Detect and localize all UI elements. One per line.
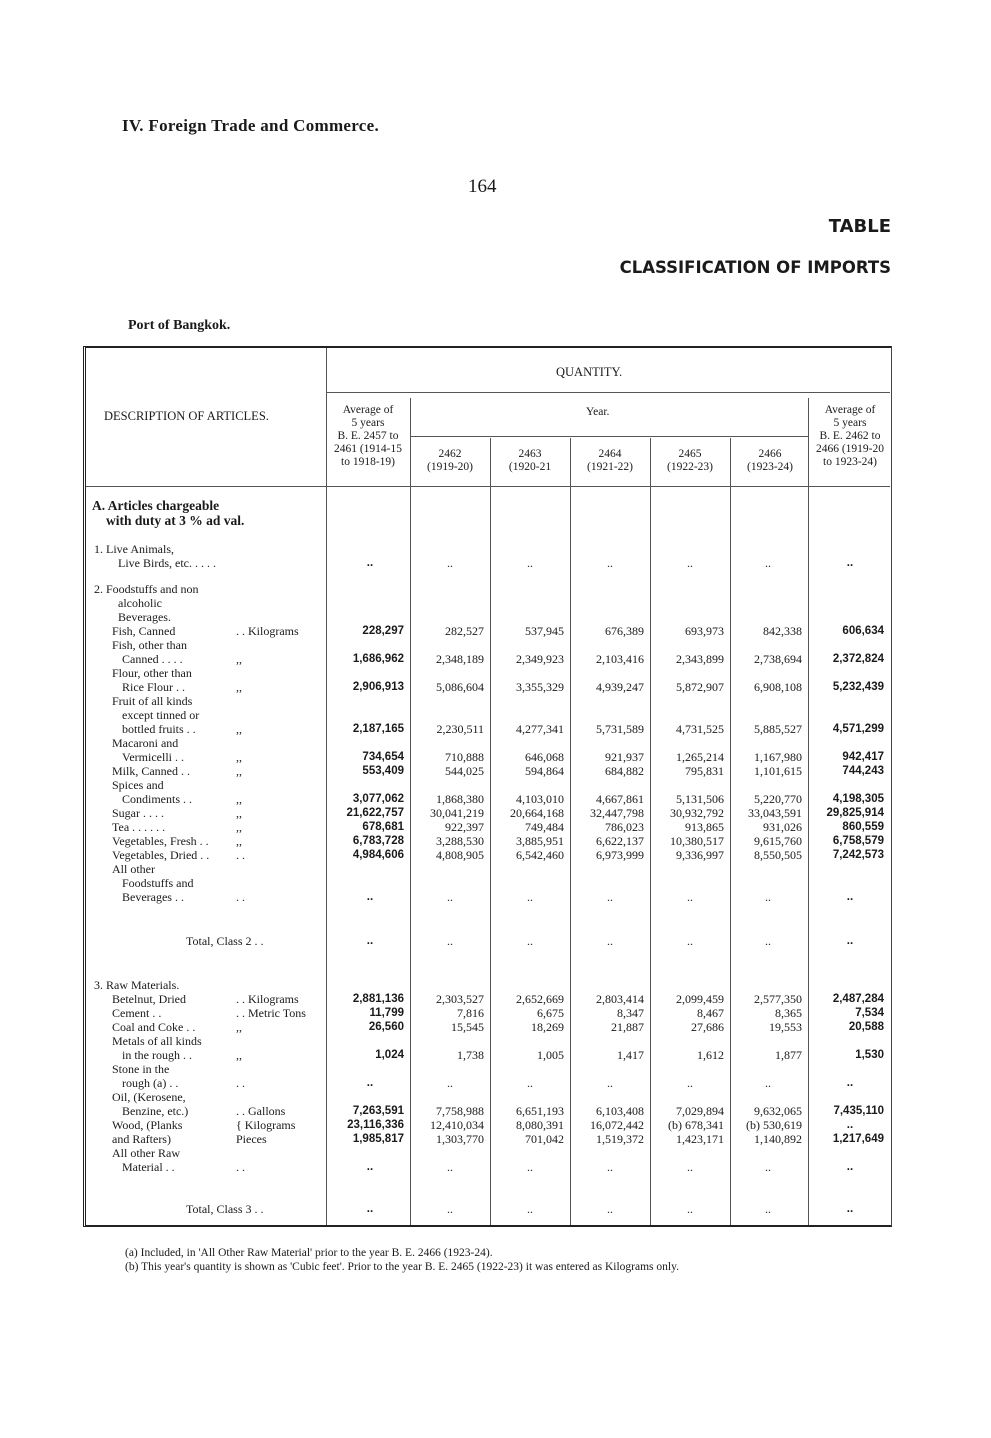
quantity-value: 2,303,527	[436, 992, 484, 1006]
quantity-value: 931,026	[763, 820, 802, 834]
quantity-value: 5,131,506	[676, 792, 724, 806]
quantity-value: 2,881,136	[352, 993, 404, 1005]
footnote-b: (b) This year's quantity is shown as 'Cubic feet'. Prior to the year B. E. 2465 (1922-23) it was entered as Kilograms only.	[125, 1261, 679, 1273]
quantity-value: ..	[607, 1202, 613, 1216]
quantity-value: 553,409	[362, 765, 404, 777]
article-description: Coal and Coke . .	[112, 1020, 196, 1034]
article-description: 3. Raw Materials.	[94, 978, 180, 992]
quantity-value: ..	[527, 556, 533, 570]
quantity-value: ..	[447, 556, 453, 570]
quantity-value: 12,410,034	[430, 1118, 484, 1132]
quantity-value: ..	[607, 1160, 613, 1174]
quantity-value: ..	[846, 891, 854, 903]
quantity-value: 20,664,168	[510, 806, 564, 820]
quantity-value: 16,072,442	[590, 1118, 644, 1132]
article-description: Benzine, etc.)	[122, 1104, 189, 1118]
quantity-value: (b) 678,341	[668, 1118, 724, 1132]
quantity-value: 29,825,914	[826, 807, 884, 819]
quantity-value: 676,389	[605, 624, 644, 638]
article-description: alcoholic	[118, 596, 162, 610]
article-description: Fish, other than	[112, 638, 187, 652]
quantity-value: 922,397	[445, 820, 484, 834]
article-description: Macaroni and	[112, 736, 179, 750]
quantity-value: ..	[846, 1119, 854, 1131]
quantity-value: ..	[366, 1161, 374, 1173]
article-description: Flour, other than	[112, 666, 192, 680]
quantity-value: 7,263,591	[352, 1105, 404, 1117]
quantity-value: 6,908,108	[754, 680, 802, 694]
quantity-value: 744,243	[842, 765, 884, 777]
quantity-value: ..	[687, 1076, 693, 1090]
footnotes	[125, 1246, 679, 1274]
quantity-value: 4,808,905	[436, 848, 484, 862]
quantity-value: 5,885,527	[754, 722, 802, 736]
article-description: Vegetables, Fresh . .	[112, 834, 209, 848]
article-description: Wood, (Planks	[112, 1118, 183, 1132]
quantity-value: 5,232,439	[832, 681, 884, 693]
article-description: Betelnut, Dried	[112, 992, 186, 1006]
quantity-value: (b) 530,619	[746, 1118, 802, 1132]
quantity-value: ..	[447, 1076, 453, 1090]
quantity-value: 21,887	[611, 1020, 644, 1034]
unit-label: . .	[236, 890, 245, 904]
quantity-value: 3,077,062	[352, 793, 404, 805]
quantity-value: ..	[765, 556, 771, 570]
quantity-value: 4,984,606	[352, 849, 404, 861]
quantity-value: 795,831	[685, 764, 724, 778]
quantity-value: 8,467	[697, 1006, 724, 1020]
unit-label: . . Gallons	[236, 1104, 286, 1118]
quantity-value: 23,116,336	[347, 1119, 404, 1131]
unit-label: { Kilograms	[236, 1118, 296, 1132]
article-description: bottled fruits . .	[122, 722, 196, 736]
quantity-value: 2,652,669	[516, 992, 564, 1006]
quantity-value: 7,534	[855, 1007, 884, 1019]
article-description: Total, Class 3 . .	[186, 1202, 264, 1216]
year-header: Year.	[586, 406, 610, 418]
quantity-value: 693,973	[685, 624, 724, 638]
unit-label: . .	[236, 1160, 245, 1174]
quantity-value: 6,783,728	[352, 835, 404, 847]
quantity-value: 9,615,760	[754, 834, 802, 848]
quantity-value: 913,865	[685, 820, 724, 834]
quantity-value: 1,985,817	[352, 1133, 404, 1145]
quantity-value: 786,023	[605, 820, 644, 834]
year-header-rule	[410, 436, 808, 437]
page-number: 164	[468, 176, 497, 197]
quantity-value: ..	[527, 1160, 533, 1174]
quantity-value: ..	[527, 1202, 533, 1216]
article-description: Total, Class 2 . .	[186, 934, 264, 948]
quantity-value: ..	[366, 1203, 374, 1215]
quantity-value: 1,005	[537, 1048, 564, 1062]
quantity-value: 734,654	[362, 751, 404, 763]
quantity-value: 30,932,792	[670, 806, 724, 820]
quantity-value: 2,349,923	[516, 652, 564, 666]
quantity-value: 6,542,460	[516, 848, 564, 862]
quantity-value: 6,651,193	[516, 1104, 564, 1118]
quantity-value: ..	[846, 557, 854, 569]
quantity-value: ..	[765, 1160, 771, 1174]
quantity-value: 30,041,219	[430, 806, 484, 820]
quantity-value: 2,487,284	[832, 993, 884, 1005]
quantity-value: 19,553	[769, 1020, 802, 1034]
quantity-value: 1,530	[855, 1049, 884, 1061]
article-description: All other	[112, 862, 155, 876]
quantity-value: ..	[765, 1076, 771, 1090]
quantity-value: 1,217,649	[832, 1133, 884, 1145]
article-description: Canned . . . .	[122, 652, 183, 666]
quantity-value: 8,080,391	[516, 1118, 564, 1132]
article-description: rough (a) . .	[122, 1076, 179, 1090]
quantity-value: 5,872,907	[676, 680, 724, 694]
quantity-value: 4,103,010	[516, 792, 564, 806]
article-description: Fruit of all kinds	[112, 694, 193, 708]
year-column-header: 2466 (1923-24)	[747, 448, 793, 473]
quantity-value: 606,634	[842, 625, 884, 637]
unit-label: . . Kilograms	[236, 992, 299, 1006]
quantity-value: 749,484	[525, 820, 564, 834]
quantity-value: 1,423,171	[676, 1132, 724, 1146]
quantity-value: 1,101,615	[754, 764, 802, 778]
chapter-title: IV. Foreign Trade and Commerce.	[122, 116, 380, 135]
table-label: TABLE	[828, 216, 891, 237]
article-description: Sugar . . . .	[112, 806, 164, 820]
quantity-value: ..	[527, 1076, 533, 1090]
quantity-value: 684,882	[605, 764, 644, 778]
quantity-value: 2,103,416	[596, 652, 644, 666]
quantity-value: 1,868,380	[436, 792, 484, 806]
unit-label: Pieces	[236, 1132, 267, 1146]
quantity-value: 7,029,894	[676, 1104, 724, 1118]
quantity-value: ..	[846, 1077, 854, 1089]
article-description: except tinned or	[122, 708, 200, 722]
article-description: Rice Flour . .	[122, 680, 185, 694]
quantity-value: 2,906,913	[352, 681, 404, 693]
quantity-value: ..	[765, 1202, 771, 1216]
quantity-value: 7,816	[457, 1006, 484, 1020]
quantity-header: QUANTITY.	[556, 365, 623, 379]
quantity-value: 26,560	[368, 1021, 404, 1033]
description-column-rule	[326, 348, 327, 1225]
quantity-value: ..	[607, 556, 613, 570]
quantity-value: ..	[846, 1203, 854, 1215]
unit-label: ,,	[236, 764, 242, 778]
quantity-value: 3,885,951	[516, 834, 564, 848]
footnote-a: (a) Included, in 'All Other Raw Material' prior to the year B. E. 2466 (1923-24).	[125, 1247, 493, 1259]
quantity-value: 2,372,824	[832, 653, 884, 665]
quantity-value: 646,068	[525, 750, 564, 764]
quantity-value: ..	[607, 890, 613, 904]
year-column-header: 2465 (1922-23)	[667, 448, 713, 473]
quantity-value: 1,024	[375, 1049, 404, 1061]
quantity-value: 2,803,414	[596, 992, 644, 1006]
quantity-value: 32,447,798	[590, 806, 644, 820]
article-description: Milk, Canned . .	[112, 764, 190, 778]
article-description: All other Raw	[112, 1146, 180, 1160]
year-column-header: 2464 (1921-22)	[587, 448, 633, 473]
imports-table	[83, 346, 892, 1227]
quantity-value: 1,140,892	[754, 1132, 802, 1146]
quantity-value: 33,043,591	[748, 806, 802, 820]
quantity-value: ..	[607, 934, 613, 948]
article-description: Vegetables, Dried . .	[112, 848, 210, 862]
quantity-value: 4,939,247	[596, 680, 644, 694]
quantity-value: 1,167,980	[754, 750, 802, 764]
quantity-value: 6,622,137	[596, 834, 644, 848]
unit-label: . .	[236, 848, 245, 862]
unit-label: ,,	[236, 722, 242, 736]
article-description: Material . .	[122, 1160, 175, 1174]
header-bottom-rule	[86, 486, 890, 487]
quantity-value: 2,187,165	[352, 723, 404, 735]
avg-before-header: Average of 5 years B. E. 2457 to 2461 (1914-15 to 1918-19)	[333, 404, 403, 468]
quantity-value: 3,355,329	[516, 680, 564, 694]
quantity-value: 1,612	[697, 1048, 724, 1062]
quantity-header-rule	[326, 392, 890, 393]
quantity-value: 11,799	[369, 1007, 404, 1019]
quantity-value: 228,297	[362, 625, 404, 637]
quantity-value: 21,622,757	[346, 807, 404, 819]
quantity-value: ..	[447, 890, 453, 904]
section-a-heading: A. Articles chargeable with duty at 3 % ad val.	[92, 498, 245, 528]
quantity-value: ..	[687, 890, 693, 904]
article-description: Metals of all kinds	[112, 1034, 202, 1048]
quantity-value: 282,527	[445, 624, 484, 638]
quantity-value: ..	[366, 891, 374, 903]
unit-label: ,,	[236, 652, 242, 666]
quantity-value: 701,042	[525, 1132, 564, 1146]
quantity-value: 4,277,341	[516, 722, 564, 736]
unit-label: . .	[236, 1076, 245, 1090]
quantity-value: 15,545	[451, 1020, 484, 1034]
unit-label: ,,	[236, 834, 242, 848]
unit-label: ,,	[236, 820, 242, 834]
quantity-value: 20,588	[848, 1021, 884, 1033]
quantity-value: 5,220,770	[754, 792, 802, 806]
quantity-value: 1,519,372	[596, 1132, 644, 1146]
quantity-value: 544,025	[445, 764, 484, 778]
quantity-value: 6,103,408	[596, 1104, 644, 1118]
quantity-value: 9,632,065	[754, 1104, 802, 1118]
quantity-value: 8,347	[617, 1006, 644, 1020]
unit-label: ,,	[236, 792, 242, 806]
quantity-value: 3,288,530	[436, 834, 484, 848]
quantity-value: 8,365	[775, 1006, 802, 1020]
quantity-value: ..	[607, 1076, 613, 1090]
quantity-value: ..	[687, 556, 693, 570]
quantity-value: 4,731,525	[676, 722, 724, 736]
quantity-value: 7,758,988	[436, 1104, 484, 1118]
description-header: DESCRIPTION OF ARTICLES.	[104, 409, 269, 423]
article-description: Spices and	[112, 778, 164, 792]
quantity-value: ..	[447, 1202, 453, 1216]
article-description: 1. Live Animals,	[94, 542, 174, 556]
quantity-value: 6,675	[537, 1006, 564, 1020]
article-description: Fish, Canned	[112, 624, 176, 638]
article-description: 2. Foodstuffs and non	[94, 582, 199, 596]
unit-label: ,,	[236, 806, 242, 820]
quantity-value: 1,417	[617, 1048, 644, 1062]
quantity-value: 1,877	[775, 1048, 802, 1062]
article-description: Oil, (Kerosene,	[112, 1090, 186, 1104]
unit-label: ,,	[236, 750, 242, 764]
quantity-value: ..	[765, 934, 771, 948]
article-description: Beverages.	[118, 610, 171, 624]
article-description: Beverages . .	[122, 890, 184, 904]
quantity-value: ..	[447, 934, 453, 948]
quantity-value: 1,303,770	[436, 1132, 484, 1146]
quantity-value: 2,343,899	[676, 652, 724, 666]
quantity-value: 942,417	[842, 751, 884, 763]
unit-label: ,,	[236, 680, 242, 694]
quantity-value: 6,973,999	[596, 848, 644, 862]
quantity-value: 2,230,511	[436, 722, 484, 736]
unit-label: ,,	[236, 1020, 242, 1034]
quantity-value: 7,435,110	[833, 1105, 884, 1117]
quantity-value: 710,888	[445, 750, 484, 764]
article-description: Foodstuffs and	[122, 876, 194, 890]
quantity-value: ..	[687, 1202, 693, 1216]
quantity-value: 10,380,517	[670, 834, 724, 848]
quantity-value: 6,758,579	[832, 835, 884, 847]
quantity-value: ..	[846, 1161, 854, 1173]
table-title: CLASSIFICATION OF IMPORTS	[619, 258, 891, 277]
quantity-value: 860,559	[842, 821, 884, 833]
article-description: Live Birds, etc. . . . .	[118, 556, 216, 570]
quantity-value: 4,571,299	[832, 723, 884, 735]
unit-label: . . Metric Tons	[236, 1006, 306, 1020]
quantity-value: 18,269	[531, 1020, 564, 1034]
quantity-value: 2,099,459	[676, 992, 724, 1006]
year-column-header: 2463 (1920-21	[508, 448, 552, 473]
quantity-value: 1,686,962	[352, 653, 404, 665]
quantity-value: 842,338	[763, 624, 802, 638]
quantity-value: ..	[366, 557, 374, 569]
quantity-value: 2,738,694	[754, 652, 802, 666]
quantity-value: 537,945	[525, 624, 564, 638]
quantity-value: ..	[687, 1160, 693, 1174]
quantity-value: 1,265,214	[676, 750, 724, 764]
quantity-value: 5,086,604	[436, 680, 484, 694]
article-description: in the rough . .	[122, 1048, 192, 1062]
article-description: Condiments . .	[122, 792, 193, 806]
quantity-value: 4,198,305	[832, 793, 884, 805]
quantity-value: 2,577,350	[754, 992, 802, 1006]
article-description: Vermicelli . .	[122, 750, 184, 764]
quantity-value: 594,864	[525, 764, 564, 778]
avg-after-header: Average of 5 years B. E. 2462 to 2466 (1919-20 to 1923-24)	[815, 404, 885, 468]
quantity-value: ..	[366, 1077, 374, 1089]
quantity-value: 5,731,589	[596, 722, 644, 736]
unit-label: . . Kilograms	[236, 624, 299, 638]
article-description: Tea . . . . . .	[112, 820, 166, 834]
quantity-value: ..	[447, 1160, 453, 1174]
quantity-value: ..	[846, 935, 854, 947]
quantity-value: ..	[366, 935, 374, 947]
article-description: and Rafters)	[112, 1132, 171, 1146]
quantity-value: ..	[765, 890, 771, 904]
quantity-value: 7,242,573	[832, 849, 884, 861]
quantity-value: 9,336,997	[676, 848, 724, 862]
quantity-value: 2,348,189	[436, 652, 484, 666]
quantity-value: ..	[527, 934, 533, 948]
quantity-value: 678,681	[362, 821, 404, 833]
quantity-value: 4,667,861	[596, 792, 644, 806]
quantity-value: 921,937	[605, 750, 644, 764]
article-description: Stone in the	[112, 1062, 170, 1076]
unit-label: ,,	[236, 1048, 242, 1062]
quantity-value: ..	[687, 934, 693, 948]
port-label: Port of Bangkok.	[128, 318, 231, 333]
quantity-value: 1,738	[457, 1048, 484, 1062]
quantity-value: 27,686	[691, 1020, 724, 1034]
article-description: Cement . .	[112, 1006, 162, 1020]
year-column-header: 2462 (1919-20)	[427, 448, 473, 473]
quantity-value: ..	[527, 890, 533, 904]
quantity-value: 8,550,505	[754, 848, 802, 862]
